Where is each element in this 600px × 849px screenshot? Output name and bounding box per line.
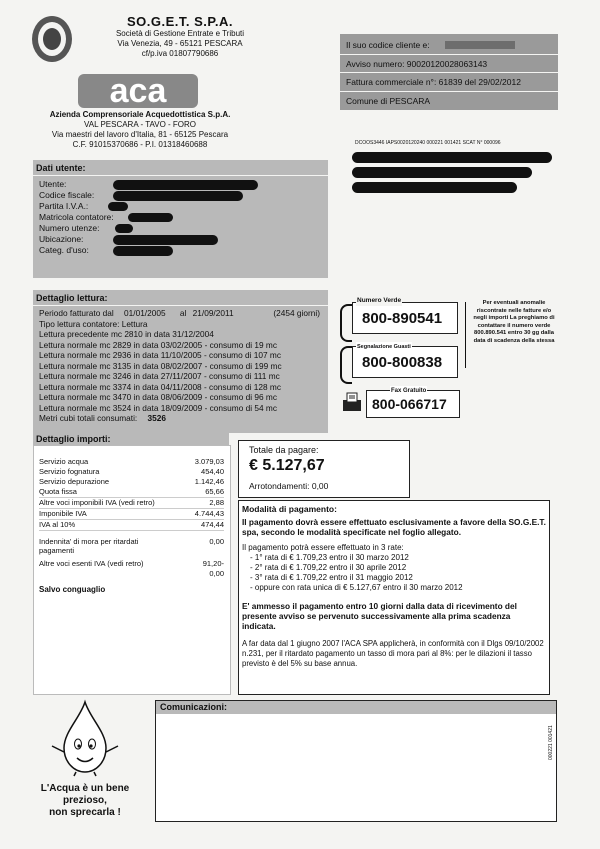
periodo-dal: 01/01/2005: [124, 308, 166, 318]
dati-utente-panel: [33, 160, 328, 278]
contacts-divider: [465, 302, 466, 368]
numero-verde-number: 800-890541: [362, 310, 443, 327]
lettura-row: Lettura normale mc 3470 in data 08/06/2009 - consumo di 96 mc: [39, 392, 277, 402]
redacted-utenze: [115, 224, 133, 233]
totale-label: Totale da pagare:: [249, 445, 319, 455]
periodo-al: 21/09/2011: [192, 308, 234, 318]
importi-label: Imponibile IVA: [39, 509, 87, 518]
comunicazioni-box: [155, 700, 557, 822]
dettaglio-importi-panel: [33, 433, 229, 693]
client-info-box: [340, 34, 558, 110]
numero-verde-box: [340, 296, 462, 340]
redacted-cf: [113, 191, 243, 201]
avviso-numero: Avviso numero: 900201200280631​43: [346, 59, 488, 69]
lettura-title: Dettaglio lettura:: [36, 293, 108, 303]
comune: Comune di PESCARA: [346, 96, 431, 106]
aca-header: [20, 110, 260, 150]
fax-label: Fax Gratuito: [391, 388, 427, 394]
fax-number: 800-066717: [372, 396, 447, 412]
side-code: 000221 001421: [548, 725, 554, 760]
client-code-label: Il suo codice cliente e:: [346, 40, 430, 50]
slogan-line2: prezioso,: [63, 795, 107, 806]
importi-label: Servizio fognatura: [39, 467, 100, 476]
redacted-categ: [113, 246, 173, 256]
importi-label: Servizio depurazione: [39, 477, 110, 486]
dati-utente-title: Dati utente:: [36, 163, 86, 173]
totale-amount: € 5.127,67: [249, 457, 325, 474]
indennita-label: Indennita' di mora per ritardati pagamenti: [39, 537, 139, 555]
salvo-conguaglio: Salvo conguaglio: [39, 585, 106, 594]
field-partita-iva: Partita I.V.A.:: [39, 201, 89, 211]
importi-row: [39, 467, 224, 477]
aca-line2: Via maestri del lavoro d'Italia, 81 - 65125 Pescara: [51, 130, 229, 139]
address-redacted-1: [352, 152, 552, 163]
importi-value: 1.142,46: [194, 477, 224, 486]
importi-label: Altre voci imponibili IVA (vedi retro): [39, 498, 155, 507]
soget-name: SO.G.E.T. S.P.A.: [126, 14, 233, 29]
pagamento-title: Modalità di pagamento:: [242, 504, 337, 514]
water-drop-mascot-icon: [40, 698, 130, 778]
field-ubicazione: Ubicazione:: [39, 234, 84, 244]
guasti-label: Segnalazione Guasti: [357, 344, 411, 350]
lettura-body: [39, 308, 324, 424]
importi-row: [39, 498, 224, 509]
totale-box: [238, 440, 410, 498]
redacted-ubicazione: [113, 235, 218, 245]
redacted-piva: [108, 202, 128, 211]
dettaglio-lettura-panel: [33, 290, 328, 433]
importi-row: [39, 520, 224, 531]
importi-value: 65,66: [205, 487, 224, 496]
importi-label: Servizio acqua: [39, 457, 89, 466]
rata-item: - 2° rata di € 1.709,22 entro il 30 aprile 2012: [250, 563, 407, 572]
field-categ-uso: Categ. d'uso:: [39, 245, 89, 255]
importi-row: [39, 487, 224, 498]
totale-consumi-label: Metri cubi totali consumati:: [39, 413, 138, 423]
importi-value: 3.079,03: [194, 457, 224, 466]
contacts-panel: [340, 292, 562, 432]
dati-utente-fields: [39, 179, 114, 256]
rate-list: [250, 553, 546, 593]
slogan-line3: non sprecarla !: [49, 807, 121, 818]
rata-item: - 1° rata di € 1.709,23 entro il 30 marzo 2012: [250, 553, 409, 562]
lettura-row: Lettura normale mc 2936 in data 11/10/2005 - consumo di 107 mc: [39, 350, 281, 360]
soget-line1: Società di Gestione Entrate e Tributi: [115, 29, 245, 38]
importi-row: [39, 477, 224, 487]
rata-item: - 3° rata di € 1.709,22 entro il 31 maggio 2012: [250, 573, 413, 582]
zero-value: 0,00: [209, 569, 224, 578]
guasti-number: 800-800838: [362, 354, 443, 371]
numero-verde-label: Numero Verde: [357, 297, 402, 304]
importi-row: [39, 457, 224, 467]
soget-line2: Via Venezia, 49 - 65121 PESCARA: [117, 39, 243, 48]
indennita-row: [39, 537, 224, 555]
lettura-row: Lettura normale mc 3524 in data 18/09/2009 - consumo di 54 mc: [39, 402, 277, 413]
aca-line1: VAL PESCARA - TAVO - FORO: [83, 120, 197, 129]
pagamento-p2: Il pagamento potrà essere effettuato in 3 rate:: [242, 543, 404, 552]
soget-header: [95, 14, 265, 59]
importi-title: Dettaglio importi:: [36, 434, 111, 444]
importi-value: 454,40: [201, 467, 224, 476]
importi-list: [39, 457, 224, 595]
lettura-row: Lettura normale mc 3374 in data 04/11/2008 - consumo di 128 mc: [39, 381, 281, 392]
totale-consumi-value: 3526: [147, 413, 166, 423]
zero-row: [39, 569, 224, 579]
redacted-matricola: [128, 213, 173, 222]
importi-value: 4.744,43: [194, 509, 224, 518]
importi-label: IVA al 10%: [39, 520, 76, 529]
importi-value: 474,44: [201, 520, 224, 529]
lettura-row: Lettura normale mc 3135 in data 08/02/2007 - consumo di 199 mc: [39, 360, 282, 371]
periodo-row: [39, 308, 324, 319]
periodo-giorni: (2454 giorni): [273, 308, 320, 318]
esenti-row: [39, 559, 224, 569]
field-matricola: Matricola contatore:: [39, 212, 114, 222]
comunicazioni-title: Comunicazioni:: [160, 702, 227, 712]
lettura-row: Lettura normale mc 2829 in data 03/02/2005 - consumo di 19 mc: [39, 339, 277, 350]
field-codice-fiscale: Codice fiscale:: [39, 190, 95, 200]
address-redacted-3: [352, 182, 517, 193]
importi-label: Quota fissa: [39, 487, 77, 496]
pagamento-p3: E' ammesso il pagamento entro 10 giorni dalla data di ricevimento del presente avviso se pervenuto successivamente alla prima scadenza indicata.: [242, 601, 517, 631]
pagamento-p1: Il pagamento dovrà essere effettuato esclusivamente a favore della SO.G.E.T. spa, secondo le modalità specificate nel foglio allegato.: [242, 517, 546, 537]
indennita-value: 0,00: [209, 537, 224, 546]
aca-name: Azienda Comprensoriale Acquedottistica S.p.A.: [49, 110, 231, 119]
lettura-row: Lettura normale mc 3246 in data 27/11/2007 - consumo di 111 mc: [39, 371, 280, 381]
fax-icon: [342, 392, 362, 412]
contacts-note: Per eventuali anomalie riscontrate nelle fatture e/o negli importi La preghiamo di contattare il numero verde 800.890.541 entro 30 gg dalla data di scadenza della stessa: [473, 300, 555, 344]
tipo-lettura: Tipo lettura contatore: Lettura: [39, 318, 148, 329]
rata-item: - oppure con rata unica di € 5.127,67 entro il 30 marzo 2012: [250, 583, 463, 592]
periodo-label: Periodo fatturato dal: [39, 308, 114, 318]
fax-box: [340, 386, 462, 420]
svg-text:aca: aca: [109, 72, 167, 110]
aca-line3: C.F. 91015370686 - P.I. 01318460688: [72, 140, 208, 149]
slogan: [20, 783, 150, 819]
pagamento-p4: A far data dal 1 giugno 2007 l'ACA SPA applicherà, in conformità con il Dlgs 09/10/2002 n.231, per il ritardato pagamento un tasso di mora pari al 8%: per le dilazioni il tasso previsto è del 5% su base annua.: [242, 639, 544, 668]
arrotondamenti: Arrotondamenti: 0,00: [249, 481, 329, 491]
redacted-utente: [113, 180, 258, 190]
client-code-redacted: [445, 41, 515, 49]
periodo-al-label: al: [179, 308, 187, 318]
lettura-precedente: Lettura precedente mc 2810 in data 31/12/2004: [39, 329, 214, 339]
totale-consumi-row: [39, 413, 324, 424]
field-numero-utenze: Numero utenze:: [39, 223, 100, 233]
field-utente: Utente:: [39, 179, 67, 189]
esenti-value: 91,20-: [202, 559, 224, 568]
barcode-line: DCOOS3446 IAPS0020120240 000221 001421 SCAT N° 000096: [355, 140, 501, 146]
fattura-commerciale: Fattura commerciale n°: 61839 del 29/02/2012: [346, 77, 521, 87]
importi-value: 2,88: [209, 498, 224, 507]
soget-line3: cf/p.iva 01807790686: [141, 49, 219, 58]
pagamento-box: [238, 500, 550, 695]
slogan-line1: L'Acqua è un bene: [40, 783, 130, 794]
guasti-box: [340, 342, 462, 382]
address-redacted-2: [352, 167, 532, 178]
soget-logo: [30, 14, 74, 64]
importi-row: [39, 509, 224, 520]
aca-logo: [78, 68, 198, 112]
esenti-label: Altre voci esenti IVA (vedi retro): [39, 559, 144, 568]
